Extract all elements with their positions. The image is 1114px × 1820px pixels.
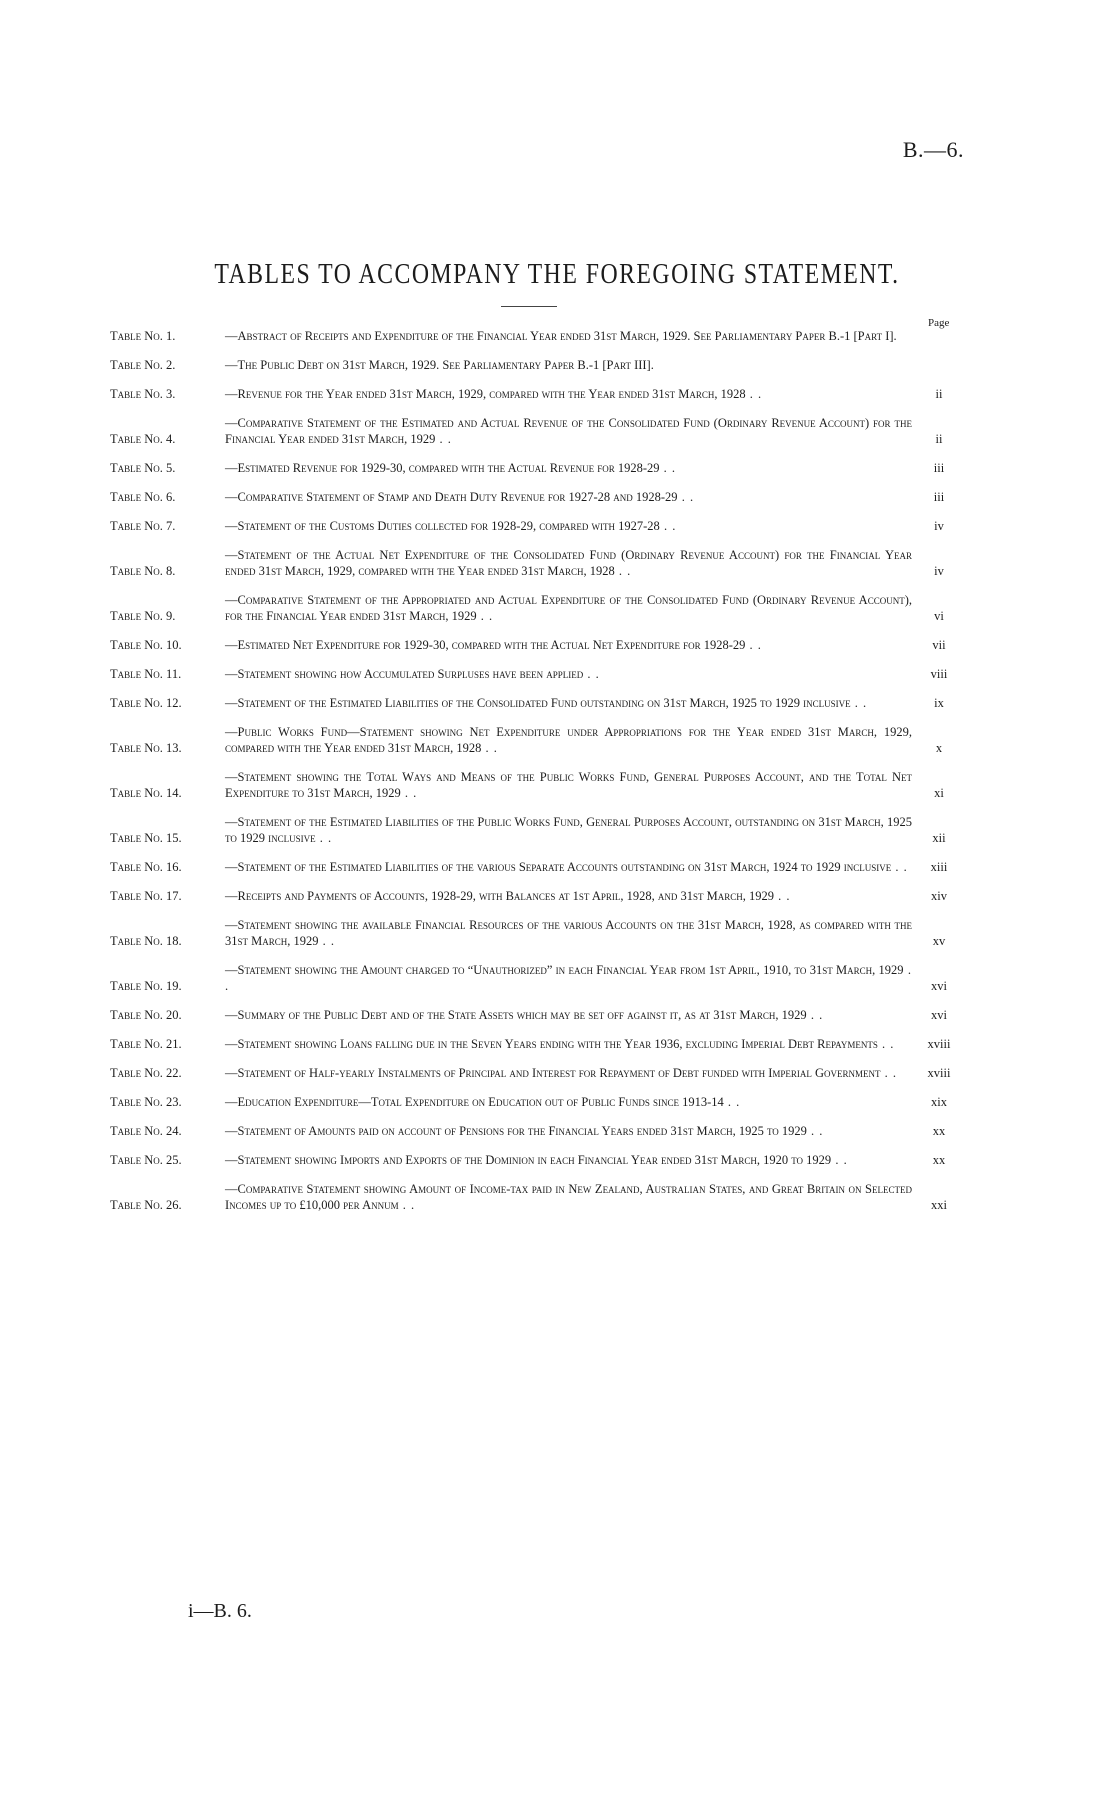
toc-entry-label: Table No. 9.	[110, 609, 176, 623]
toc-entry	[110, 637, 960, 653]
toc-entry-description	[225, 666, 918, 682]
toc-entry-text: —Public Works Fund—Statement showing Net Expenditure under Appropriations for the Year ended 31st March, 1929, compared with the Year ended 31st March, 1928	[225, 725, 912, 755]
toc-entry-label: Table No. 15.	[110, 831, 182, 845]
leader-dots: . .	[659, 461, 677, 475]
leader-dots: . .	[877, 1037, 895, 1051]
toc-entry-label: Table No. 11.	[110, 667, 182, 681]
leader-dots: . .	[476, 609, 494, 623]
toc-entry-page: xviii	[927, 1037, 951, 1051]
toc-entry-text: —Statement showing the Total Ways and Means of the Public Works Fund, General Purposes Account, and the Total Net Expenditure to 31st March, 1929	[225, 770, 912, 800]
leader-dots: . .	[806, 1008, 824, 1022]
toc-entry-page: iii	[933, 461, 945, 475]
toc-entry	[110, 695, 960, 711]
toc-entry-text: —Statement showing Imports and Exports of the Dominion in each Financial Year ended 31st March, 1920 to 1929	[225, 1153, 832, 1167]
toc-entry-page: viii	[930, 667, 948, 681]
toc-entry-page: xiii	[930, 860, 948, 874]
leader-dots: . .	[723, 1095, 741, 1109]
toc-entry-label: Table No. 1.	[110, 329, 176, 343]
toc-entry-text: —Statement of the Estimated Liabilities of the Consolidated Fund outstanding on 31st March, 1925 to 1929 inclusive	[225, 696, 851, 710]
document-reference: B.—6.	[902, 137, 964, 162]
toc-entry-description	[225, 888, 918, 904]
toc-entry-label: Table No. 21.	[110, 1037, 182, 1051]
toc-entry	[110, 328, 960, 344]
toc-entry	[110, 859, 960, 875]
leader-dots: . .	[398, 1198, 416, 1212]
toc-entry-description	[225, 1007, 918, 1023]
page-title: TABLES TO ACCOMPANY THE FOREGOING STATEMENT.	[214, 258, 900, 290]
toc-entry	[110, 962, 960, 994]
toc-entry	[110, 1181, 960, 1213]
toc-entry-description	[225, 592, 918, 624]
toc-entry-page: xi	[934, 786, 944, 800]
leader-dots: . .	[745, 638, 762, 652]
toc-entry-label: Table No. 3.	[110, 387, 176, 401]
toc-entry-label: Table No. 7.	[110, 519, 176, 533]
toc-entry-label: Table No. 6.	[110, 490, 176, 504]
toc-entry-description	[225, 962, 918, 994]
toc-entry-text: —Statement of the Actual Net Expenditure of the Consolidated Fund (Ordinary Revenue Account) for the Financial Year ended 31st March, 1929, compared with the Year ended 31st March, 1928	[225, 548, 912, 578]
toc-entry-text: —Comparative Statement of the Appropriated and Actual Expenditure of the Consolidated Fund (Ordinary Revenue Account), for the Financial Year ended 31st March, 1929	[225, 593, 912, 623]
toc-entry-label: Table No. 14.	[110, 786, 182, 800]
leader-dots: . .	[891, 860, 908, 874]
toc-entry-page: xviii	[927, 1066, 951, 1080]
toc-entry-page: xx	[932, 1124, 946, 1138]
leader-dots: . .	[659, 519, 677, 533]
toc-entry-description	[225, 637, 918, 653]
toc-entry-label: Table No. 18.	[110, 934, 182, 948]
toc-entry-page: xix	[931, 1095, 947, 1109]
toc-entry-label: Table No. 5.	[110, 461, 176, 475]
toc-entry-text: —Abstract of Receipts and Expenditure of the Financial Year ended 31st March, 1929. See Parliamentary Paper B.-1 [Part I].	[225, 329, 897, 343]
toc-entry	[110, 460, 960, 476]
toc-entry	[110, 666, 960, 682]
leader-dots: . .	[745, 387, 763, 401]
leader-dots: . .	[318, 934, 335, 948]
leader-dots: . .	[315, 831, 333, 845]
toc-entry-label: Table No. 19.	[110, 979, 182, 993]
toc-entry-description	[225, 460, 918, 476]
toc-entry-text: —Statement of the Estimated Liabilities of the Public Works Fund, General Purposes Account, outstanding on 31st March, 1925 to 1929 inclusive	[225, 815, 912, 845]
toc-entry-text: —Statement showing how Accumulated Surpluses have been applied	[225, 667, 584, 681]
toc-entry-page: iv	[934, 564, 944, 578]
toc-entry-label: Table No. 23.	[110, 1095, 182, 1109]
toc-entry-description	[225, 518, 918, 534]
toc-entry-page: vii	[932, 638, 946, 652]
toc-entry-label: Table No. 8.	[110, 564, 176, 578]
toc-entry	[110, 1123, 960, 1139]
toc-entry-description	[225, 1181, 918, 1213]
toc-entry-text: —The Public Debt on 31st March, 1929. See Parliamentary Paper B.-1 [Part III].	[225, 358, 654, 372]
toc-entry	[110, 1152, 960, 1168]
toc-entry	[110, 415, 960, 447]
toc-entry-label: Table No. 4.	[110, 432, 176, 446]
toc-entry-page: ii	[935, 432, 943, 446]
toc-entry	[110, 547, 960, 579]
toc-entry-text: —Statement showing the Amount charged to “Unauthorized” in each Financial Year from 1st April, 1910, to 31st March, 1929	[225, 963, 904, 977]
leader-dots: . .	[400, 786, 418, 800]
toc-entry-text: —Comparative Statement showing Amount of Income-tax paid in New Zealand, Australian States, and Great Britain on Selected Incomes up to £10,000 per Annum	[225, 1182, 912, 1212]
toc-entry-text: —Comparative Statement of the Estimated and Actual Revenue of the Consolidated Fund (Ordinary Revenue Account) for the Financial Year ended 31st March, 1929	[225, 416, 912, 446]
toc-entry-description	[225, 1036, 918, 1052]
toc-entry-page: x	[935, 741, 943, 755]
toc-entry-page: ix	[934, 696, 944, 710]
toc-entry-label: Table No. 10.	[110, 638, 182, 652]
toc-entry	[110, 489, 960, 505]
toc-entry-text: —Estimated Revenue for 1929-30, compared with the Actual Revenue for 1928-29	[225, 461, 660, 475]
toc-entry-description	[225, 695, 918, 711]
toc-entry	[110, 724, 960, 756]
toc-entry-label: Table No. 12.	[110, 696, 182, 710]
page-footer: i—B. 6.	[188, 1600, 252, 1622]
toc-entry-text: —Receipts and Payments of Accounts, 1928-29, with Balances at 1st April, 1928, and 31st March, 1929	[225, 889, 775, 903]
toc-entry-text: —Statement of the Customs Duties collected for 1928-29, compared with 1927-28	[225, 519, 660, 533]
toc-entry-text: —Estimated Net Expenditure for 1929-30, compared with the Actual Net Expenditure for 1928-29	[225, 638, 746, 652]
toc-entry-text: —Revenue for the Year ended 31st March, 1929, compared with the Year ended 31st March, 1928	[225, 387, 746, 401]
toc-entry-text: —Comparative Statement of Stamp and Death Duty Revenue for 1927-28 and 1928-29	[225, 490, 678, 504]
toc-entry-page: xx	[932, 1153, 946, 1167]
toc-entry-page: ii	[935, 387, 943, 401]
toc-entry-description	[225, 1094, 918, 1110]
toc-entry	[110, 814, 960, 846]
toc-entry-text: —Statement of Half-yearly Instalments of Principal and Interest for Repayment of Debt funded with Imperial Government	[225, 1066, 881, 1080]
toc-entry-description	[225, 357, 918, 373]
leader-dots: . .	[677, 490, 695, 504]
toc-entry-text: —Summary of the Public Debt and of the State Assets which may be set off against it, as at 31st March, 1929	[225, 1008, 807, 1022]
toc-entry-label: Table No. 25.	[110, 1153, 182, 1167]
toc-entry-label: Table No. 17.	[110, 889, 182, 903]
toc-entry	[110, 592, 960, 624]
toc-entry-text: —Statement of the Estimated Liabilities of the various Separate Accounts outstanding on 31st March, 1924 to 1929 inclusive	[225, 860, 892, 874]
toc-entry-description	[225, 386, 918, 402]
leader-dots: . .	[481, 741, 498, 755]
toc-entry-label: Table No. 26.	[110, 1198, 182, 1212]
toc-entry	[110, 769, 960, 801]
toc-entry-description	[225, 415, 918, 447]
leader-dots: . .	[435, 432, 452, 446]
leader-dots: . .	[850, 696, 868, 710]
toc-entry-label: Table No. 24.	[110, 1124, 182, 1138]
toc-entry-page: iii	[933, 490, 945, 504]
toc-entry-text: —Statement of Amounts paid on account of Pensions for the Financial Years ended 31st March, 1925 to 1929	[225, 1124, 807, 1138]
toc-entry-description	[225, 547, 918, 579]
toc-entry-description	[225, 917, 918, 949]
toc-entry	[110, 1065, 960, 1081]
toc-entry	[110, 386, 960, 402]
toc-entry-label: Table No. 20.	[110, 1008, 182, 1022]
toc-entry-page: xvi	[931, 979, 947, 993]
toc-entry-label: Table No. 22.	[110, 1066, 182, 1080]
toc-entry-label: Table No. 2.	[110, 358, 176, 372]
toc-entry-description	[225, 328, 918, 344]
toc-entry-description	[225, 769, 918, 801]
leader-dots: . .	[614, 564, 632, 578]
toc-entry-label: Table No. 13.	[110, 741, 182, 755]
table-of-contents	[110, 328, 960, 1226]
toc-entry	[110, 1094, 960, 1110]
leader-dots: . .	[806, 1124, 824, 1138]
toc-entry-text: —Statement showing the available Financial Resources of the various Accounts on the 31st March, 1928, as compared with the 31st March, 1929	[225, 918, 912, 948]
toc-entry	[110, 888, 960, 904]
leader-dots: . .	[583, 667, 600, 681]
page-column-label: Page	[928, 317, 950, 329]
toc-entry-description	[225, 814, 918, 846]
toc-entry	[110, 357, 960, 373]
toc-entry-description	[225, 724, 918, 756]
leader-dots: . .	[225, 963, 912, 993]
title-divider	[501, 306, 557, 307]
toc-entry-text: —Statement showing Loans falling due in the Seven Years ending with the Year 1936, excluding Imperial Debt Repayments	[225, 1037, 878, 1051]
leader-dots: . .	[774, 889, 791, 903]
toc-entry-text: —Education Expenditure—Total Expenditure on Education out of Public Funds since 1913-14	[225, 1095, 724, 1109]
toc-entry-label: Table No. 16.	[110, 860, 182, 874]
toc-entry-description	[225, 859, 918, 875]
toc-entry	[110, 1007, 960, 1023]
toc-entry	[110, 1036, 960, 1052]
toc-entry-page: vi	[934, 609, 944, 623]
leader-dots: . .	[880, 1066, 898, 1080]
toc-entry-description	[225, 1065, 918, 1081]
toc-entry-description	[225, 1152, 918, 1168]
toc-entry-description	[225, 1123, 918, 1139]
toc-entry-page: xii	[932, 831, 946, 845]
toc-entry	[110, 518, 960, 534]
toc-entry	[110, 917, 960, 949]
toc-entry-page: iv	[934, 519, 944, 533]
toc-entry-page: xv	[932, 934, 946, 948]
leader-dots: . .	[831, 1153, 848, 1167]
toc-entry-page: xiv	[931, 889, 947, 903]
toc-entry-description	[225, 489, 918, 505]
toc-entry-page: xvi	[931, 1008, 947, 1022]
toc-entry-page: xxi	[931, 1198, 947, 1212]
